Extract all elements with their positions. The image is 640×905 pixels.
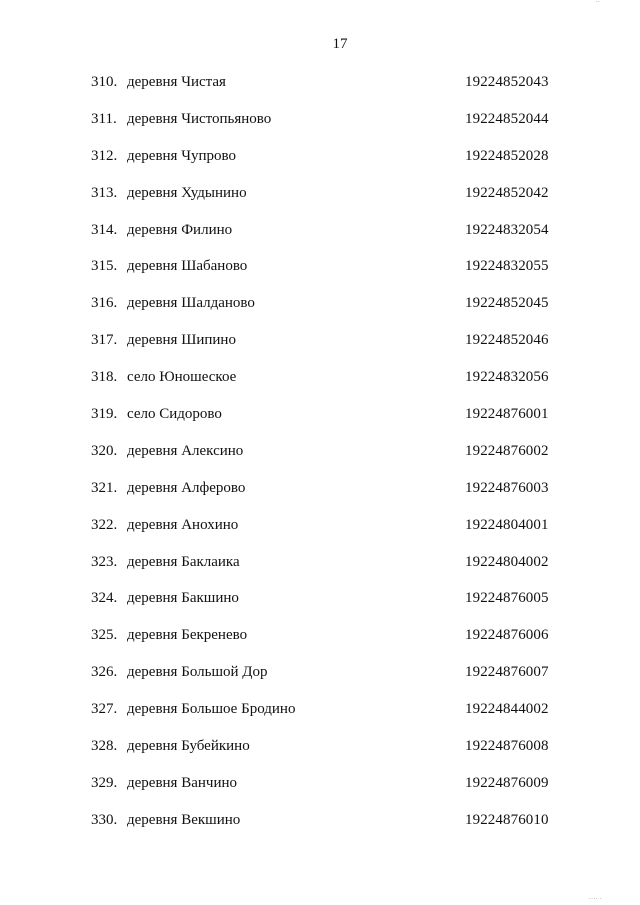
list-row: [0, 625, 640, 662]
oktmo-code: 19224804001: [465, 516, 549, 533]
list-row: [0, 220, 640, 257]
settlement-name: деревня Филино: [127, 221, 233, 238]
list-row: [0, 662, 640, 699]
scan-mark-top: ´´: [595, 0, 600, 8]
row-number: 317.: [91, 332, 118, 349]
settlement-name: деревня Чистая: [127, 74, 226, 90]
list-row: [0, 441, 640, 478]
oktmo-code: 19224876009: [465, 774, 549, 791]
oktmo-code: 19224832056: [465, 369, 549, 386]
settlement-list: [0, 72, 640, 847]
row-number: 314.: [91, 221, 118, 238]
list-row: [0, 552, 640, 589]
list-row: [0, 588, 640, 625]
settlement-name: деревня Векшино: [127, 811, 241, 828]
list-row: [0, 109, 640, 146]
oktmo-code: 19224876002: [465, 442, 549, 459]
list-row: [0, 515, 640, 552]
list-row: [0, 72, 640, 109]
oktmo-code: 19224852042: [465, 184, 549, 201]
row-number: 326.: [91, 664, 118, 681]
oktmo-code: 19224876001: [465, 406, 549, 423]
settlement-name: деревня Ванчино: [127, 774, 237, 791]
row-number: 318.: [91, 369, 118, 386]
settlement-name: деревня Большое Бродино: [127, 701, 296, 718]
list-row: [0, 736, 640, 773]
row-number: 329.: [91, 774, 118, 791]
row-number: 321.: [91, 479, 118, 496]
oktmo-code: 19224876010: [465, 811, 549, 828]
row-number: 324.: [91, 590, 118, 607]
row-number: 312.: [91, 147, 118, 164]
oktmo-code: 19224852046: [465, 332, 549, 349]
list-row: [0, 293, 640, 330]
settlement-name: деревня Бекренево: [127, 627, 248, 644]
oktmo-code: 19224876006: [465, 627, 549, 644]
row-number: 322.: [91, 516, 118, 533]
oktmo-code: 19224876007: [465, 664, 549, 681]
oktmo-code: 19224832054: [465, 221, 549, 238]
scan-mark-bottom: ···· ·: [588, 895, 602, 903]
settlement-name: деревня Шабаново: [127, 258, 248, 275]
settlement-name: село Сидорово: [127, 406, 222, 423]
oktmo-code: 19224852043: [465, 74, 549, 90]
list-row: [0, 183, 640, 220]
list-row: [0, 404, 640, 441]
row-number: 319.: [91, 406, 118, 423]
settlement-name: деревня Алферово: [127, 479, 246, 496]
settlement-name: деревня Шипино: [127, 332, 236, 349]
settlement-name: деревня Шалданово: [127, 295, 255, 312]
oktmo-code: 19224832055: [465, 258, 549, 275]
settlement-name: деревня Чупрово: [127, 147, 236, 164]
row-number: 316.: [91, 295, 118, 312]
oktmo-code: 19224852044: [465, 110, 549, 127]
row-number: 330.: [91, 811, 118, 828]
row-number: 310.: [91, 74, 118, 90]
list-row: [0, 367, 640, 404]
oktmo-code: 19224876008: [465, 738, 549, 755]
row-number: 320.: [91, 442, 118, 459]
settlement-name: деревня Бубейкино: [127, 738, 250, 755]
list-row: [0, 810, 640, 847]
row-number: 325.: [91, 627, 118, 644]
row-number: 313.: [91, 184, 118, 201]
list-row: [0, 330, 640, 367]
list-row: [0, 146, 640, 183]
oktmo-code: 19224876005: [465, 590, 549, 607]
list-row: [0, 478, 640, 515]
row-number: 315.: [91, 258, 118, 275]
row-number: 327.: [91, 701, 118, 718]
oktmo-code: 19224844002: [465, 701, 549, 718]
list-row: [0, 699, 640, 736]
list-row: [0, 773, 640, 810]
settlement-name: деревня Бакшино: [127, 590, 239, 607]
oktmo-code: 19224804002: [465, 553, 549, 570]
settlement-name: деревня Алексино: [127, 442, 244, 459]
settlement-name: деревня Анохино: [127, 516, 239, 533]
page-number: 17: [332, 36, 348, 52]
settlement-name: деревня Худынино: [127, 184, 247, 201]
row-number: 328.: [91, 738, 118, 755]
list-row: [0, 256, 640, 293]
oktmo-code: 19224852045: [465, 295, 549, 312]
settlement-name: деревня Чистопьяново: [127, 110, 272, 127]
settlement-name: село Юношеское: [127, 369, 237, 386]
row-number: 323.: [91, 553, 118, 570]
row-number: 311.: [91, 110, 117, 127]
settlement-name: деревня Баклаика: [127, 553, 240, 570]
oktmo-code: 19224876003: [465, 479, 549, 496]
oktmo-code: 19224852028: [465, 147, 549, 164]
settlement-name: деревня Большой Дор: [127, 664, 268, 681]
